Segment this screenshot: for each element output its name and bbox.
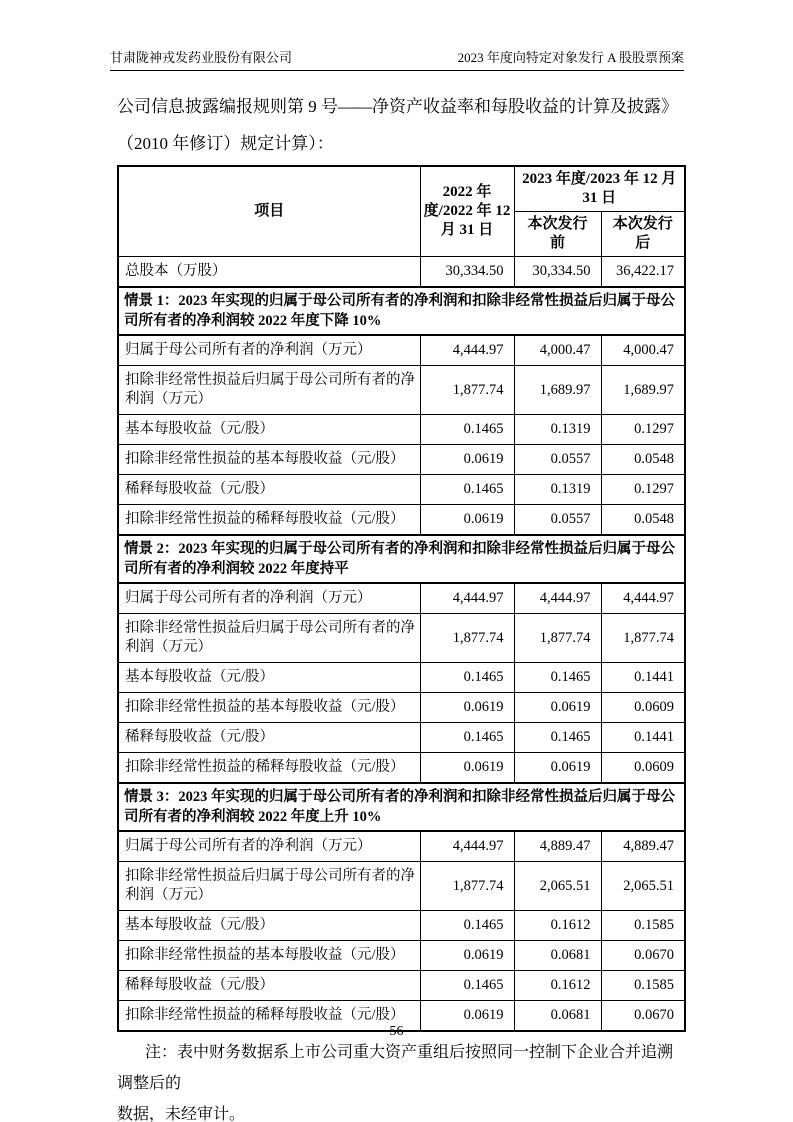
- value-2022: 1,877.74: [420, 614, 514, 663]
- row-label: 稀释每股收益（元/股）: [118, 971, 420, 1001]
- value-2022: 0.0619: [420, 693, 514, 723]
- value-2022: 4,444.97: [420, 831, 514, 862]
- table-row: [118, 753, 685, 784]
- table-row: [118, 971, 685, 1001]
- table-row: [118, 505, 685, 536]
- value-2022: 4,444.97: [420, 335, 514, 366]
- value-2022: 0.1465: [420, 415, 514, 445]
- footnote-line-2: 数据，未经审计。: [117, 1106, 246, 1122]
- value-post: 0.0548: [601, 445, 685, 475]
- value-pre: 0.0557: [514, 505, 601, 536]
- value-pre: 4,889.47: [514, 831, 601, 862]
- value-pre: 4,000.47: [514, 335, 601, 366]
- value-2022: 0.0619: [420, 1001, 514, 1032]
- value-post: 0.1585: [601, 911, 685, 941]
- value-pre: 1,689.97: [514, 366, 601, 415]
- value-post: 0.0548: [601, 505, 685, 536]
- scenario-2-band-row: [118, 535, 685, 583]
- value-2022: 0.1465: [420, 663, 514, 693]
- value-2022: 30,334.50: [420, 257, 514, 288]
- value-pre: 0.0681: [514, 1001, 601, 1032]
- value-pre: 0.1319: [514, 475, 601, 505]
- company-name: 甘肃陇神戎发药业股份有限公司: [110, 50, 293, 65]
- table-row: [118, 911, 685, 941]
- value-pre: 0.0681: [514, 941, 601, 971]
- value-post: 36,422.17: [601, 257, 685, 288]
- value-2022: 0.0619: [420, 941, 514, 971]
- value-post: 0.1441: [601, 663, 685, 693]
- scenario-1-title: 情景 1：2023 年实现的归属于母公司所有者的净利润和扣除非经常性损益后归属于母公司所有者的净利润较 2022 年度下降 10%: [118, 287, 685, 335]
- value-pre: 0.0619: [514, 753, 601, 784]
- value-pre: 0.1612: [514, 971, 601, 1001]
- value-post: 0.0609: [601, 753, 685, 784]
- row-label: 扣除非经常性损益的稀释每股收益（元/股）: [118, 505, 420, 536]
- scenario-3-title: 情景 3：2023 年实现的归属于母公司所有者的净利润和扣除非经常性损益后归属于母公司所有者的净利润较 2022 年度上升 10%: [118, 783, 685, 831]
- row-label: 扣除非经常性损益后归属于母公司所有者的净利润（万元）: [118, 614, 420, 663]
- table-header-row-1: [118, 166, 685, 212]
- value-2022: 0.1465: [420, 971, 514, 1001]
- value-2022: 0.0619: [420, 505, 514, 536]
- table-row: [118, 831, 685, 862]
- value-pre: 0.1319: [514, 415, 601, 445]
- table-row: [118, 366, 685, 415]
- value-2022: 0.1465: [420, 911, 514, 941]
- scenario-2-title: 情景 2：2023 年实现的归属于母公司所有者的净利润和扣除非经常性损益后归属于母公司所有者的净利润较 2022 年度持平: [118, 535, 685, 583]
- scenario-3-band-row: [118, 783, 685, 831]
- scenario-1-band-row: [118, 287, 685, 335]
- row-label: 扣除非经常性损益的稀释每股收益（元/股）: [118, 1001, 420, 1032]
- value-2022: 1,877.74: [420, 862, 514, 911]
- value-2022: 4,444.97: [420, 583, 514, 614]
- doc-title: 2023 年度向特定对象发行 A 股股票预案: [457, 50, 684, 65]
- value-2022: 1,877.74: [420, 366, 514, 415]
- row-label: 归属于母公司所有者的净利润（万元）: [118, 583, 420, 614]
- row-label: 稀释每股收益（元/股）: [118, 723, 420, 753]
- content-column: [117, 0, 684, 1122]
- page-number: 56: [389, 1024, 404, 1039]
- row-label: 基本每股收益（元/股）: [118, 911, 420, 941]
- table-row: [118, 723, 685, 753]
- table-row: [118, 663, 685, 693]
- value-post: 0.0670: [601, 1001, 685, 1032]
- value-post: 2,065.51: [601, 862, 685, 911]
- value-pre: 0.1465: [514, 663, 601, 693]
- table-footnote: [117, 1037, 684, 1122]
- row-label: 归属于母公司所有者的净利润（万元）: [118, 335, 420, 366]
- value-pre: 0.0557: [514, 445, 601, 475]
- row-label: 基本每股收益（元/股）: [118, 663, 420, 693]
- row-label: 稀释每股收益（元/股）: [118, 475, 420, 505]
- table-row: [118, 862, 685, 911]
- table-row-share-capital: [118, 257, 685, 288]
- value-post: 4,000.47: [601, 335, 685, 366]
- value-post: 0.0670: [601, 941, 685, 971]
- row-label: 扣除非经常性损益的基本每股收益（元/股）: [118, 693, 420, 723]
- row-label: 总股本（万股）: [118, 257, 420, 288]
- value-post: 0.1585: [601, 971, 685, 1001]
- table-row: [118, 445, 685, 475]
- row-label: 扣除非经常性损益后归属于母公司所有者的净利润（万元）: [118, 366, 420, 415]
- value-post: 0.1297: [601, 415, 685, 445]
- value-post: 0.1441: [601, 723, 685, 753]
- value-post: 1,877.74: [601, 614, 685, 663]
- table-row: [118, 475, 685, 505]
- value-pre: 0.1612: [514, 911, 601, 941]
- value-post: 4,444.97: [601, 583, 685, 614]
- value-2022: 0.1465: [420, 475, 514, 505]
- value-pre: 1,877.74: [514, 614, 601, 663]
- table-row: [118, 941, 685, 971]
- table-row: [118, 583, 685, 614]
- header-2023-group: 2023 年度/2023 年 12 月 31 日: [514, 166, 685, 212]
- value-post: 0.0609: [601, 693, 685, 723]
- row-label: 扣除非经常性损益的基本每股收益（元/股）: [118, 941, 420, 971]
- value-pre: 4,444.97: [514, 583, 601, 614]
- header-2022: 2022 年度/2022 年 12 月 31 日: [420, 166, 514, 257]
- footnote-line-1: 注：表中财务数据系上市公司重大资产重组后按照同一控制下企业合并追溯调整后的: [117, 1044, 674, 1092]
- row-label: 扣除非经常性损益的稀释每股收益（元/股）: [118, 753, 420, 784]
- intro-paragraph: [117, 88, 684, 162]
- header-post-issue: 本次发行后: [601, 212, 685, 257]
- table-row: [118, 335, 685, 366]
- row-label: 归属于母公司所有者的净利润（万元）: [118, 831, 420, 862]
- table-row: [118, 614, 685, 663]
- value-post: 1,689.97: [601, 366, 685, 415]
- intro-line-1: 公司信息披露编报规则第 9 号——净资产收益率和每股收益的计算及披露》: [117, 97, 678, 116]
- value-post: 0.1297: [601, 475, 685, 505]
- table-row: [118, 415, 685, 445]
- intro-line-2: （2010 年修订）规定计算）：: [117, 134, 334, 153]
- value-pre: 2,065.51: [514, 862, 601, 911]
- eps-scenario-table: [117, 165, 686, 1032]
- value-2022: 0.0619: [420, 445, 514, 475]
- value-post: 4,889.47: [601, 831, 685, 862]
- header-pre-issue: 本次发行前: [514, 212, 601, 257]
- table-row: [118, 693, 685, 723]
- value-2022: 0.1465: [420, 723, 514, 753]
- header-item: 项目: [118, 166, 420, 257]
- value-pre: 30,334.50: [514, 257, 601, 288]
- value-2022: 0.0619: [420, 753, 514, 784]
- value-pre: 0.1465: [514, 723, 601, 753]
- row-label: 扣除非经常性损益后归属于母公司所有者的净利润（万元）: [118, 862, 420, 911]
- value-pre: 0.0619: [514, 693, 601, 723]
- row-label: 基本每股收益（元/股）: [118, 415, 420, 445]
- row-label: 扣除非经常性损益的基本每股收益（元/股）: [118, 445, 420, 475]
